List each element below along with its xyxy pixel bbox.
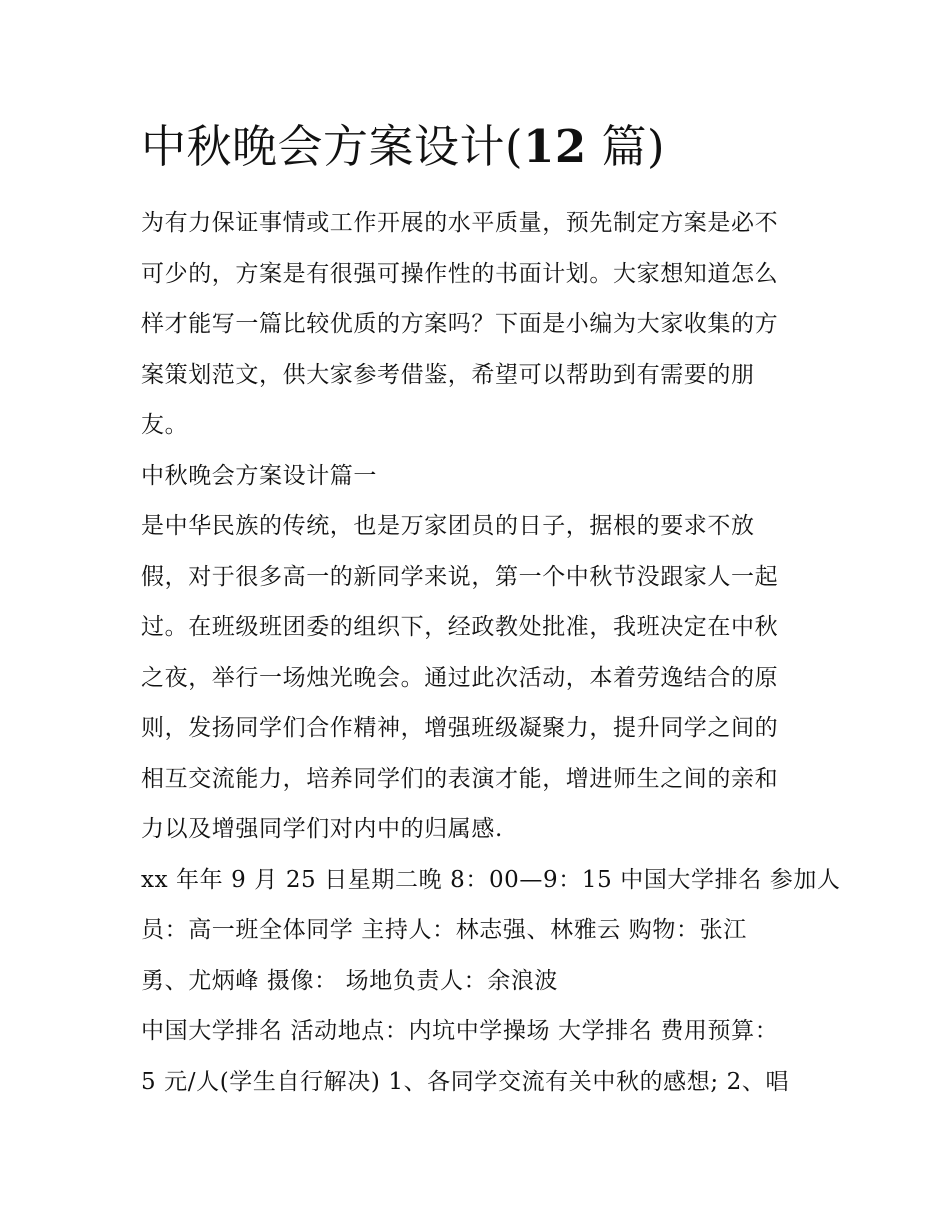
- document-body: [141, 198, 841, 1107]
- text-line: 过。在班级班团委的组织下，经政教处批准，我班决定在中秋: [141, 614, 779, 640]
- text-line: 员：高一班全体同学 主持人：林志强、林雅云 购物：张江: [141, 917, 747, 943]
- text-line: 则，发扬同学们合作精神，增强班级凝聚力，提升同学之间的: [141, 715, 779, 741]
- document-title: [141, 116, 830, 178]
- text-line: 勇、尤炳峰 摄像： 场地负责人：余浪波: [141, 967, 559, 994]
- text-line: 力以及增强同学们对内中的归属感.: [141, 816, 503, 842]
- text-line: 相互交流能力，培养同学们的表演才能，增进师生之间的亲和: [141, 765, 779, 792]
- title-number: 12: [523, 120, 587, 173]
- text-line: 案策划范文，供大家参考借鉴，希望可以帮助到有需要的朋: [141, 361, 755, 388]
- background-paragraph: [141, 501, 830, 855]
- title-prefix: 中秋晚会方案设计(: [141, 120, 524, 173]
- intro-paragraph: [141, 198, 830, 451]
- text-line: 假，对于很多高一的新同学来说，第一个中秋节没跟家人一起: [141, 563, 779, 590]
- text-line: 友。: [141, 412, 189, 438]
- schedule-paragraph: [141, 855, 841, 1007]
- text-line: 中国大学排名 活动地点：内坑中学操场 大学排名 费用预算：: [141, 1018, 779, 1044]
- text-line: 5 元/人(学生自行解决) 1、各同学交流有关中秋的感想; 2、唱: [141, 1068, 790, 1095]
- venue-paragraph: [141, 1006, 830, 1107]
- text-line: 中秋晚会方案设计篇一: [141, 462, 377, 489]
- text-line: 是中华民族的传统，也是万家团员的日子，据根的要求不放: [141, 513, 755, 539]
- text-line: 之夜，举行一场烛光晚会。通过此次活动，本着劳逸结合的原: [141, 664, 779, 691]
- text-line: 为有力保证事情或工作开展的水平质量，预先制定方案是必不: [141, 210, 779, 236]
- title-suffix: 篇): [601, 120, 666, 173]
- text-line: xx 年年 9 月 25 日星期二晚 8：00—9：15 中国大学排名 参加人: [141, 866, 841, 893]
- text-line: 可少的，方案是有很强可操作性的书面计划。大家想知道怎么: [141, 260, 779, 287]
- text-line: 样才能写一篇比较优质的方案吗？下面是小编为大家收集的方: [141, 311, 779, 337]
- section-heading: [141, 451, 830, 502]
